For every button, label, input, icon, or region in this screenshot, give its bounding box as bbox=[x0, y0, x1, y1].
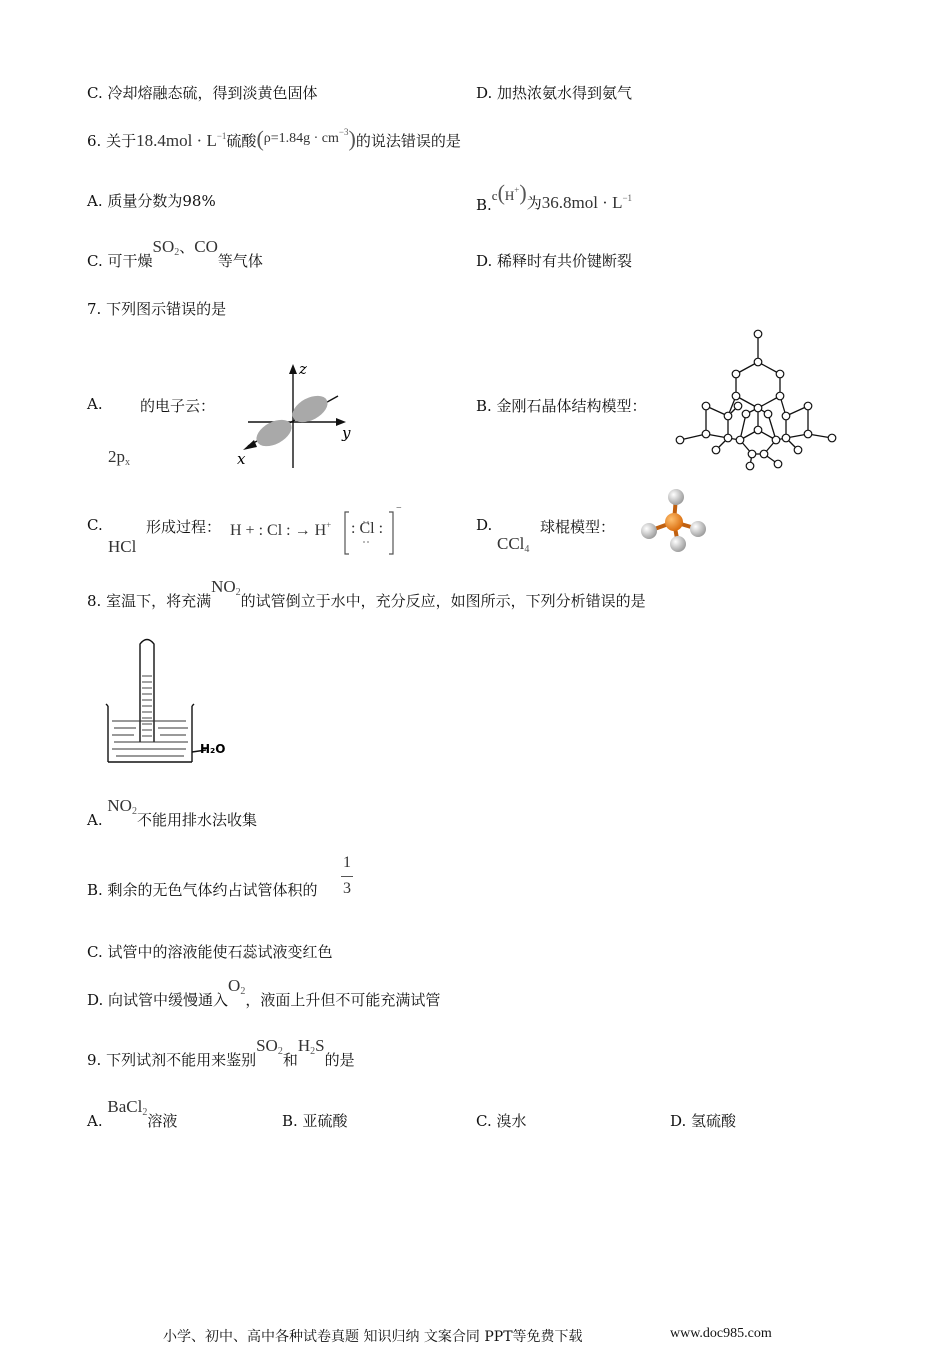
q7-option-d-label: D. bbox=[476, 516, 493, 534]
q6-concentration: $18.4mol \cdot L^{-1}$ bbox=[136, 131, 227, 150]
q6-paren-close: ) bbox=[348, 126, 356, 151]
q8-option-d: D. 向试管中缓慢通入$O_2$，液面上升但不可能充满试管 bbox=[87, 976, 441, 1009]
q6-c-symbol: c bbox=[491, 188, 498, 203]
footer-text: 小学、初中、高中各种试卷真题 知识归纳 文案合同 PPT等免费下载 bbox=[163, 1329, 583, 1345]
q6-density: $\rho=1.84g \cdot cm^{-3}$ bbox=[263, 127, 349, 146]
axis-x-label: x bbox=[237, 450, 246, 468]
q6-option-a: A. 质量分数为98% bbox=[87, 192, 216, 210]
q6-co: CO bbox=[194, 237, 218, 256]
q7-option-c-label: C. bbox=[87, 516, 103, 534]
q7-option-a-text: 的电子云： bbox=[140, 397, 216, 415]
q8-option-c: C. 试管中的溶液能使石蕊试液变红色 bbox=[87, 943, 333, 961]
q8-option-a-no2: $NO_2$ bbox=[107, 796, 137, 817]
q8-stem: 8. 室温下，将充满$NO_2$的试管倒立于水中，充分反应，如图所示，下列分析错误的是 bbox=[87, 577, 646, 610]
q7-option-a-formula: $2p_x$ bbox=[108, 447, 130, 468]
atom-c-center bbox=[665, 513, 683, 531]
q9-h2s: $H_2S$ bbox=[297, 1036, 325, 1057]
q8-no2: $NO_2$ bbox=[211, 577, 241, 598]
fraction-bar bbox=[341, 876, 353, 877]
eq-chloride: : Cl : bbox=[351, 520, 384, 537]
atom-cl-bottom bbox=[670, 536, 686, 552]
q8-o2: $O_2$ bbox=[228, 976, 246, 997]
q5-option-d: D. 加热浓氨水得到氨气 bbox=[476, 84, 633, 102]
p-orbital-diagram bbox=[234, 360, 364, 470]
atom-cl-left bbox=[641, 523, 657, 539]
q6-paren-open: ( bbox=[256, 126, 264, 151]
q9-bacl2: BaCl$_2$ bbox=[107, 1097, 148, 1118]
orbital-lobe-lower bbox=[252, 414, 296, 451]
q6-option-b-label: B. bbox=[476, 196, 492, 214]
water-label: H₂O bbox=[200, 742, 226, 756]
eq-reactants: H + : Cl : bbox=[230, 522, 291, 539]
q6-suffix: 的说法错误的是 bbox=[355, 132, 461, 150]
q6-h-conc: $36.8mol \cdot L^{-1}$ bbox=[541, 193, 633, 212]
ccl4-ball-stick-model bbox=[636, 486, 712, 556]
q9-option-d: D. 氢硫酸 bbox=[670, 1112, 737, 1130]
q7-option-d-formula: CCl$_4$ bbox=[497, 534, 530, 555]
q9-so2: $SO_2$ bbox=[256, 1036, 283, 1057]
q9-option-c: C. 溴水 bbox=[476, 1112, 527, 1130]
q8-option-a: A. $NO_2$不能用排水法收集 bbox=[87, 796, 257, 829]
z-axis-arrow bbox=[289, 364, 297, 374]
q7-option-d-text: 球棍模型： bbox=[540, 518, 616, 536]
q6-option-b: B.c(H+)为$36.8mol \cdot L^{-1}$ bbox=[476, 180, 633, 214]
q9-option-a: A. BaCl$_2$溶液 bbox=[87, 1097, 178, 1130]
q7-option-b: B. 金刚石晶体结构模型： bbox=[476, 397, 647, 415]
q7-stem: 7. 下列图示错误的是 bbox=[87, 300, 227, 318]
q7-option-a-label: A. bbox=[87, 395, 103, 413]
fraction-denominator: 3 bbox=[343, 880, 351, 897]
inverted-tube-apparatus bbox=[104, 634, 234, 769]
fraction-numerator: 1 bbox=[343, 854, 351, 871]
q8-option-b: B. 剩余的无色气体约占试管体积的 bbox=[87, 881, 318, 899]
q6-stem bbox=[87, 126, 461, 152]
eq-h-ion: H+ bbox=[314, 520, 332, 539]
q7-option-c-text: 形成过程： bbox=[146, 518, 222, 536]
test-tube bbox=[140, 640, 154, 743]
footer-site-link[interactable]: www.doc985.com bbox=[670, 1326, 772, 1341]
atom-cl-right bbox=[690, 521, 706, 537]
eq-chloride-charge: − bbox=[396, 503, 402, 514]
q6-is: 为 bbox=[526, 194, 542, 212]
eq-arrow: → bbox=[294, 522, 311, 539]
q6-option-c: C. 可干燥$SO_2$、CO等气体 bbox=[87, 237, 263, 270]
hcl-formation-equation bbox=[230, 520, 331, 540]
diamond-crystal-model bbox=[672, 326, 842, 471]
q9-stem: 9. 下列试剂不能用来鉴别$SO_2$和$H_2S$的是 bbox=[87, 1036, 355, 1069]
axis-y-label: y bbox=[342, 424, 351, 442]
atom-cl-top bbox=[668, 489, 684, 505]
q5-option-c: C. 冷却熔融态硫，得到淡黄色固体 bbox=[87, 84, 318, 102]
q6-prefix: 6. 关于 bbox=[87, 132, 137, 150]
q6-acid: 硫酸 bbox=[226, 132, 257, 150]
q6-h-ion: H+ bbox=[504, 185, 520, 203]
axis-z-label: z bbox=[299, 360, 307, 378]
q6-so2: $SO_2$ bbox=[152, 237, 180, 258]
q6-option-d: D. 稀释时有共价键断裂 bbox=[476, 252, 633, 270]
q9-option-b: B. 亚硫酸 bbox=[282, 1112, 348, 1130]
q7-option-c-formula: HCl bbox=[108, 537, 137, 556]
